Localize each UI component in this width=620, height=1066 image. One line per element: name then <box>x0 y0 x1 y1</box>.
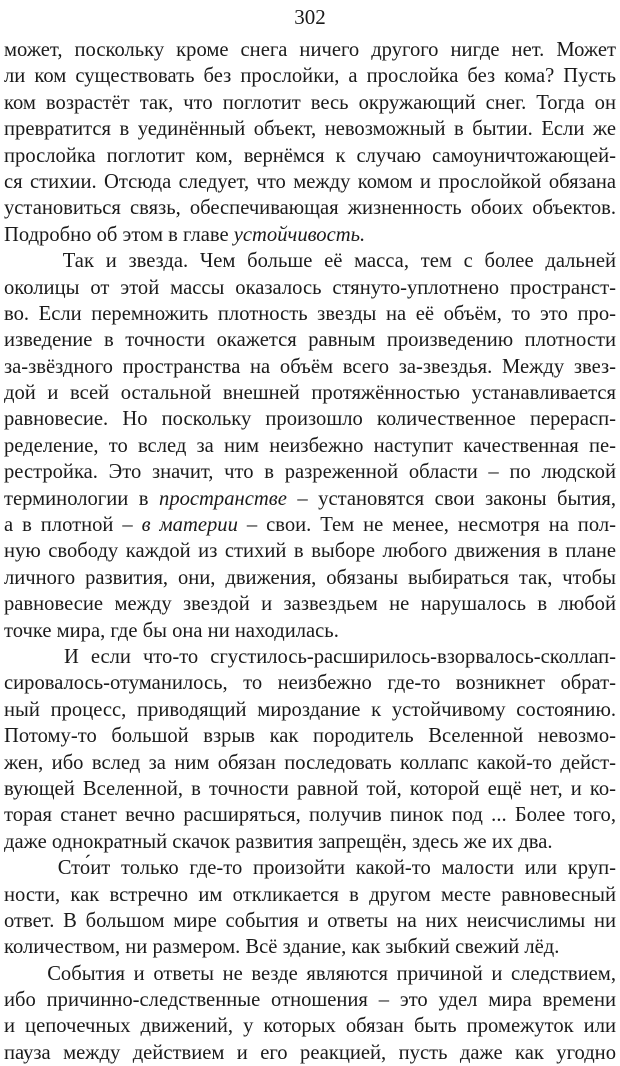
text-segment: и цепочечных движений, у которых обязан быть промежуток или <box>4 1015 616 1038</box>
text-segment: околицы от этой массы оказалось стянуто-уплотнено пространст- <box>4 276 616 299</box>
text-line <box>4 1013 616 1039</box>
text-line <box>4 301 616 327</box>
text-segment: Так и звезда. Чем больше её масса, тем с более дальней <box>4 250 616 273</box>
text-segment: изведение в точности окажется равным произведению плотности <box>4 329 616 352</box>
text-segment: ибо причинно-следственные отношения – это удел мира времени <box>4 989 616 1012</box>
italic-text: пространстве <box>159 487 287 510</box>
text-line <box>4 882 616 908</box>
text-line <box>4 169 616 195</box>
text-segment: Потому-то большой взрыв как породитель Вселенной невозмо- <box>4 725 616 748</box>
text-segment: ности, как встречно им откликается в другом месте равновесный <box>4 883 616 906</box>
text-line <box>4 327 616 353</box>
text-segment: превратится в уединённый объект, невозможный в бытии. Если же <box>4 118 616 141</box>
text-segment: И если что-то сгустилось-расширилось-взорвалось-сколлап- <box>4 645 616 668</box>
text-line <box>4 459 616 485</box>
text-line <box>4 591 616 617</box>
text-line <box>4 855 616 881</box>
italic-text: в материи <box>141 514 238 537</box>
text-segment: может, поскольку кроме снега ничего другого нигде нет. Может <box>4 39 616 61</box>
text-line <box>4 433 616 459</box>
text-segment: дой и всей остальной внешней протяжённостью устанавливается <box>4 382 616 405</box>
text-segment: терминологии в <box>4 487 160 510</box>
text-line <box>4 961 616 987</box>
text-segment: вующей Вселенной, в точности равной той, которой ещё нет, и ко- <box>4 777 616 800</box>
text-segment: Подробно об этом в главе <box>4 223 234 246</box>
text-segment: ответ. В большом мире события и ответы на них неисчислимы ни <box>4 909 616 932</box>
text-line <box>4 670 616 696</box>
text-line <box>4 116 616 142</box>
text-line <box>4 908 616 934</box>
text-line <box>4 750 616 776</box>
text-segment: установиться связь, обеспечивающая жизненность обоих объектов. <box>4 197 616 220</box>
text-line <box>4 829 616 855</box>
text-segment: сировалось-отуманилось, то неизбежно где-то возникнет обрат- <box>4 672 616 695</box>
text-segment: События и ответы не везде являются причиной и следствием, <box>4 962 616 985</box>
text-line <box>4 644 616 670</box>
text-line <box>4 697 616 723</box>
text-segment: за-звёздного пространства на объём всего за-звездья. Между звез- <box>4 355 616 378</box>
text-segment: ком возрастёт так, что поглотит весь окружающий снег. Тогда он <box>4 91 616 114</box>
text-segment: даже однократный скачок развития запрещён, здесь же их два. <box>4 830 553 853</box>
text-line <box>4 63 616 89</box>
text-segment: рестройка. Это значит, что в разреженной области – по людской <box>4 461 616 484</box>
text-segment: количеством, ни размером. Всё здание, как зыбкий свежий лёд. <box>4 936 560 959</box>
text-line <box>4 222 616 248</box>
text-line <box>4 354 616 380</box>
text-segment: равновесие между звездой и зазвездьем не нарушалось в любой <box>4 593 616 616</box>
text-line <box>4 565 616 591</box>
body-text <box>4 37 616 1066</box>
text-line <box>4 934 616 960</box>
text-line <box>4 248 616 274</box>
text-segment: точке мира, где бы она ни находилась. <box>4 619 339 642</box>
text-line <box>4 90 616 116</box>
text-segment: равновесие. Но поскольку произошло количественное перерасп- <box>4 408 616 431</box>
text-line <box>4 406 616 432</box>
text-segment: ределение, то вслед за ним неизбежно наступит качественная пе- <box>4 434 616 457</box>
text-line <box>4 723 616 749</box>
text-segment: прослойка поглотит ком, вернёмся к случаю самоуничтожающей- <box>4 144 616 167</box>
text-line <box>4 195 616 221</box>
text-segment: ся стихии. Отсюда следует, что между комом и прослойкой обязана <box>4 170 616 193</box>
text-line <box>4 512 616 538</box>
text-segment: во. Если перемножить плотность звезды на её объём, то это про- <box>4 302 616 325</box>
page-number: 302 <box>294 5 326 29</box>
text-segment: а в плотной – <box>4 514 142 537</box>
text-line <box>4 538 616 564</box>
text-segment: ли ком существовать без прослойки, а прослойка без кома? Пусть <box>4 65 616 88</box>
text-line <box>4 486 616 512</box>
text-segment: личного развития, они, движения, обязаны выбираться так, чтобы <box>4 566 616 589</box>
text-line <box>4 37 616 63</box>
text-line <box>4 987 616 1013</box>
text-line <box>4 802 616 828</box>
text-line <box>4 1040 616 1066</box>
text-line <box>4 275 616 301</box>
text-segment: – установятся свои законы бытия, <box>286 487 616 510</box>
text-segment: пауза между действием и его реакцией, пусть даже как угодно <box>4 1041 616 1064</box>
text-segment: ный процесс, приводящий мироздание к устойчивому состоянию. <box>4 698 616 721</box>
text-line <box>4 618 616 644</box>
text-segment: Сто́ит только где-то произойти какой-то малости или круп- <box>4 857 616 880</box>
text-line <box>4 776 616 802</box>
text-line <box>4 143 616 169</box>
text-line <box>4 380 616 406</box>
text-segment: ную свободу каждой из стихий в выборе любого движения в плане <box>4 540 616 563</box>
text-segment: – свои. Тем не менее, несмотря на пол- <box>237 514 616 537</box>
text-segment: жен, ибо вслед за ним обязан последовать коллапс какой-то дейст- <box>4 751 616 774</box>
text-segment: торая станет вечно расширяться, получив пинок под ... Более того, <box>4 804 616 827</box>
italic-text: устойчивость. <box>233 223 366 246</box>
